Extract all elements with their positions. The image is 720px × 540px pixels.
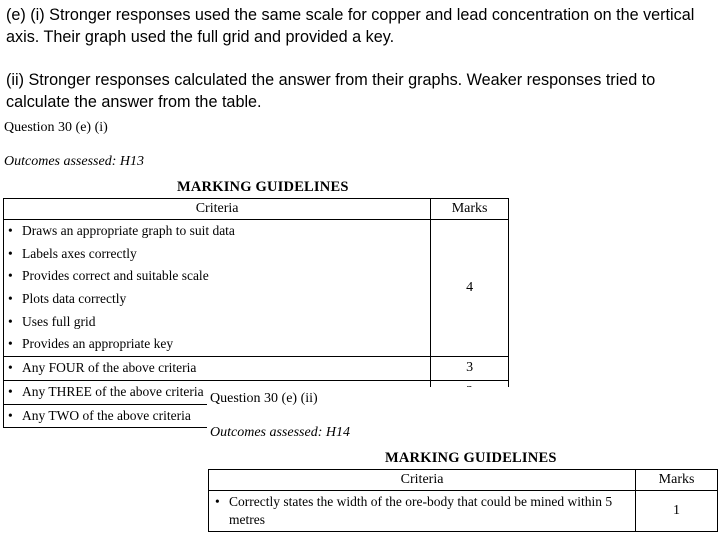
criteria-column-header: Criteria (209, 470, 636, 491)
marks-column-header: Marks (431, 199, 509, 220)
marks-cell: 3 (431, 357, 509, 381)
criterion-item: • Draws an appropriate graph to suit data (4, 220, 430, 243)
marks-cell: 1 (636, 491, 718, 532)
marking-guidelines-table (208, 469, 718, 532)
criteria-cell (4, 220, 431, 357)
feedback-paragraph-ii: (ii) Stronger responses calculated the answer from their graphs. Weaker responses tried to calculate the answer from the table. (6, 71, 656, 111)
criterion-item: • Any THREE of the above criteria (4, 381, 430, 404)
criterion-item: • Labels axes correctly (4, 243, 430, 266)
feedback-text (6, 4, 718, 113)
marks-cell: 4 (431, 220, 509, 357)
criterion-item: • Any FOUR of the above criteria (4, 357, 430, 380)
table-row (4, 357, 509, 381)
criterion-item: Correctly states the width of the ore-body that could be mined within 5 metres (229, 494, 613, 527)
criterion-item: • Provides an appropriate key (4, 333, 430, 356)
criterion-item: • Any TWO of the above criteria (4, 405, 430, 428)
table-row (209, 491, 718, 532)
outcomes-assessed-h14: Outcomes assessed: H14 (210, 425, 350, 440)
bullet: • (215, 494, 220, 509)
marks-column-header: Marks (636, 470, 718, 491)
criterion-item: • Plots data correctly (4, 288, 430, 311)
marking-guidelines-title: MARKING GUIDELINES (177, 179, 349, 195)
table-row (4, 220, 509, 357)
outcomes-assessed-h13: Outcomes assessed: H13 (4, 154, 144, 169)
criteria-column-header: Criteria (4, 199, 431, 220)
question-heading-30ei: Question 30 (e) (i) (4, 120, 108, 135)
criterion-item: • Provides correct and suitable scale (4, 265, 430, 288)
criteria-cell (209, 491, 636, 532)
feedback-paragraph-i: (e) (i) Stronger responses used the same scale for copper and lead concentration on the vertical axis. Their graph used the full grid and provided a key. (6, 6, 695, 46)
marking-guidelines-title: MARKING GUIDELINES (385, 450, 557, 466)
question-heading-30eii: Question 30 (e) (ii) (210, 391, 318, 406)
criterion-item: • Uses full grid (4, 311, 430, 334)
